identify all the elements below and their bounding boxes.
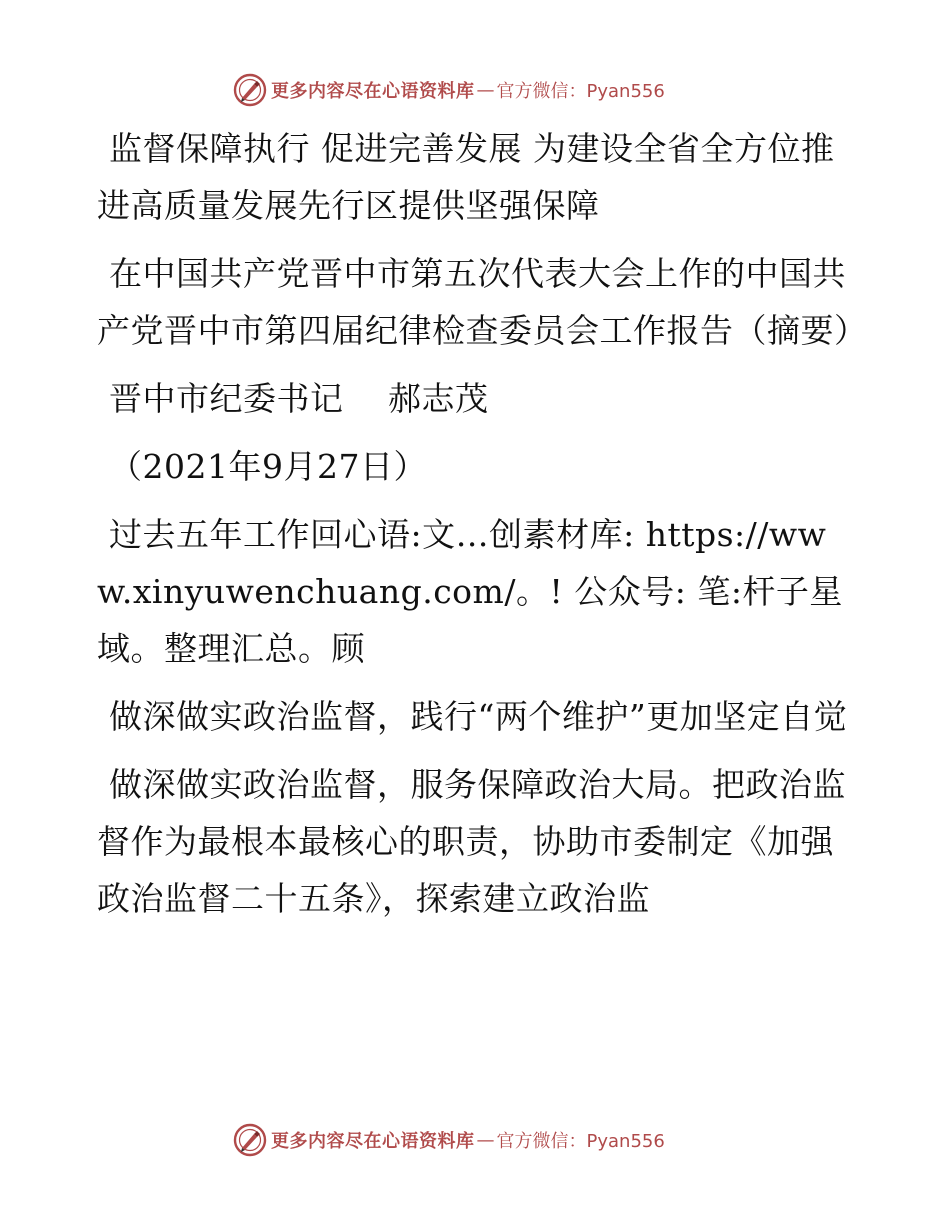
section-heading: 过去五年工作回心语:文…创素材库: https://www.xinyuwenchuang.com/。! 公众号: 笔:杆子星域。整理汇总。顾 [97,515,843,668]
header-brand-text: 更多内容尽在心语资料库 [271,81,475,102]
header-wechat-text: 官方微信：Pyan556 [496,81,665,102]
document-date: （2021年9月27日） [109,447,427,486]
footer-brand-text: 更多内容尽在心语资料库 [271,1131,475,1152]
header-dash: — [476,79,495,101]
footer-banner [233,1122,665,1158]
header-banner [233,72,665,108]
point-heading: 做深做实政治监督，践行“两个维护”更加坚定自觉 [109,697,848,736]
document-subtitle: 在中国共产党晋中市第五次代表大会上作的中国共产党晋中市第四届纪律检查委员会工作报告（摘要） [97,254,868,350]
document-body [97,120,868,938]
pen-logo-icon [233,1123,267,1157]
body-paragraph: 做深做实政治监督，服务保障政治大局。把政治监督作为最根本最核心的职责，协助市委制定《加强政治监督二十五条》，探索建立政治监 [97,765,846,918]
document-author: 晋中市纪委书记 郝志茂 [109,379,489,418]
footer-dash: — [476,1129,495,1151]
document-title: 监督保障执行 促进完善发展 为建设全省全方位推进高质量发展先行区提供坚强保障 [97,129,835,225]
footer-wechat-text: 官方微信：Pyan556 [496,1131,665,1152]
pen-logo-icon [233,73,267,107]
